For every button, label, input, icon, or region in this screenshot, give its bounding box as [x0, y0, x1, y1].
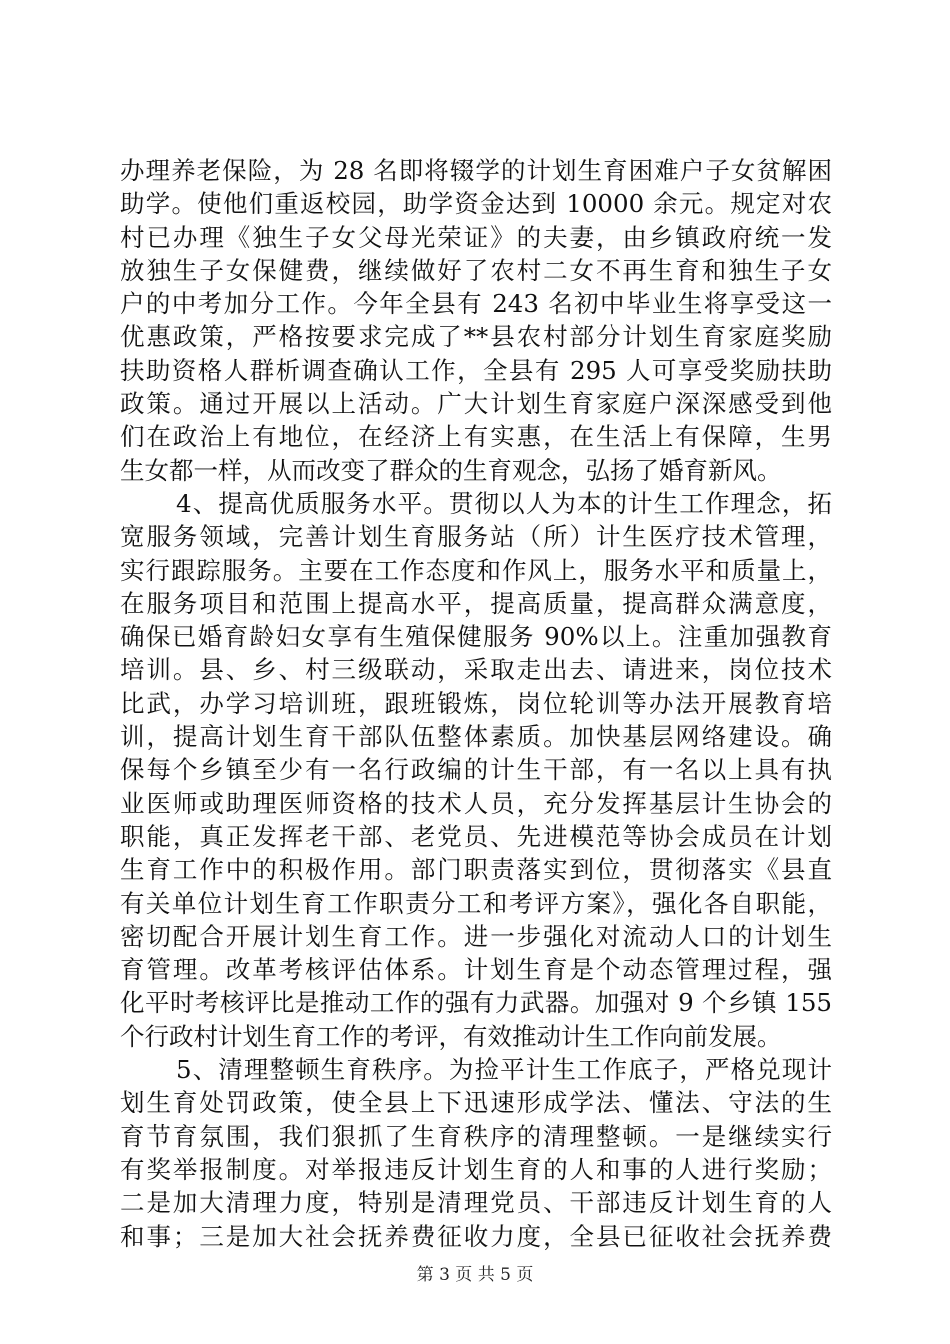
text-line: 育管理。改革考核评估体系。计划生育是个动态管理过程，强 [120, 955, 832, 985]
page-number-footer: 第 3 页 共 5 页 [416, 1265, 534, 1285]
text-line: 村已办理《独生子女父母光荣证》的夫妻，由乡镇政府统一发 [120, 222, 832, 252]
text-line: 业医师或助理医师资格的技术人员，充分发挥基层计生协会的 [120, 788, 832, 818]
text-line: 和事；三是加大社会抚养费征收力度，全县已征收社会抚养费 [120, 1221, 832, 1251]
document-body [120, 154, 832, 1253]
text-line: 实行跟踪服务。主要在工作态度和作风上，服务水平和质量上， [120, 555, 832, 585]
text-line: 确保已婚育龄妇女享有生殖保健服务 90%以上。注重加强教育 [120, 622, 832, 652]
text-line: 户的中考加分工作。今年全县有 243 名初中毕业生将享受这一 [120, 289, 832, 319]
text-line: 育节育氛围，我们狠抓了生育秩序的清理整顿。一是继续实行 [120, 1121, 832, 1151]
text-line: 培训。县、乡、村三级联动，采取走出去、请进来，岗位技术 [120, 655, 832, 685]
text-line: 个行政村计划生育工作的考评，有效推动计生工作向前发展。 [120, 1021, 782, 1051]
text-line: 放独生子女保健费，继续做好了农村二女不再生育和独生子女 [120, 255, 832, 285]
text-line: 生育工作中的积极作用。部门职责落实到位，贯彻落实《县直 [120, 855, 832, 885]
text-line: 训，提高计划生育干部队伍整体素质。加快基层网络建设。确 [120, 722, 832, 752]
text-line: 比武，办学习培训班，跟班锻炼，岗位轮训等办法开展教育培 [120, 688, 832, 718]
text-line: 助学。使他们重返校园，助学资金达到 10000 余元。规定对农 [120, 189, 832, 219]
section-heading-line: 4、提高优质服务水平。贯彻以人为本的计生工作理念，拓 [176, 488, 832, 518]
text-line: 划生育处罚政策，使全县上下迅速形成学法、懂法、守法的生 [120, 1088, 832, 1118]
section-heading-line: 5、清理整顿生育秩序。为捡平计生工作底子，严格兑现计 [176, 1055, 832, 1085]
text-line: 宽服务领域，完善计划生育服务站（所）计生医疗技术管理， [120, 522, 832, 552]
text-line: 扶助资格人群析调查确认工作，全县有 295 人可享受奖励扶助 [120, 355, 832, 385]
text-line: 有奖举报制度。对举报违反计划生育的人和事的人进行奖励； [120, 1154, 832, 1184]
text-line: 生女都一样，从而改变了群众的生育观念，弘扬了婚育新风。 [120, 455, 782, 485]
text-line: 办理养老保险，为 28 名即将辍学的计划生育困难户子女贫解困 [120, 156, 832, 185]
text-line: 职能，真正发挥老干部、老党员、先进模范等协会成员在计划 [120, 821, 832, 851]
text-line: 政策。通过开展以上活动。广大计划生育家庭户深深感受到他 [120, 389, 832, 419]
text-line: 密切配合开展计划生育工作。进一步强化对流动人口的计划生 [120, 921, 832, 951]
text-line: 有关单位计划生育工作职责分工和考评方案》，强化各自职能， [120, 888, 832, 918]
text-line: 化平时考核评比是推动工作的强有力武器。加强对 9 个乡镇 155 [120, 988, 832, 1018]
text-line: 优惠政策，严格按要求完成了**县农村部分计划生育家庭奖励 [120, 322, 832, 352]
text-line: 们在政治上有地位，在经济上有实惠，在生活上有保障，生男 [120, 422, 832, 452]
text-line: 保每个乡镇至少有一名行政编的计生干部，有一名以上具有执 [120, 755, 832, 785]
text-line: 二是加大清理力度，特别是清理党员、干部违反计划生育的人 [120, 1188, 832, 1218]
text-line: 在服务项目和范围上提高水平，提高质量，提高群众满意度， [120, 588, 832, 618]
